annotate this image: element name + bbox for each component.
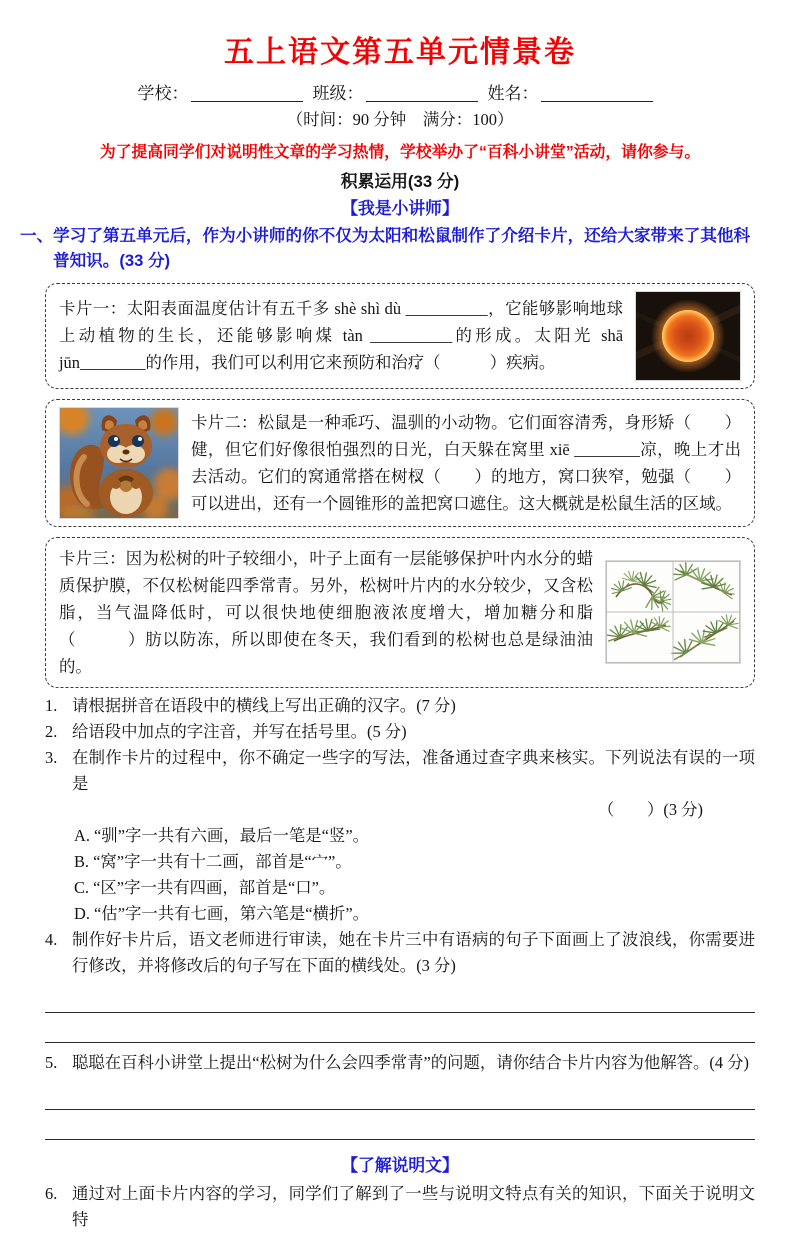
question-5-number: 5. <box>45 1052 58 1072</box>
question-3-option-c: C. “区”字一共有四画，部首是“口”。 <box>74 877 336 897</box>
question-3-option-d: D. “估”字一共有七画，第六笔是“横折”。 <box>74 903 369 923</box>
question-1-text: 请根据拼音在语段中的横线上写出正确的汉字。(7 分) <box>72 695 456 715</box>
question-1 <box>45 693 755 719</box>
question-3-option-b: B. “窝”字一共有十二画，部首是“宀”。 <box>74 851 352 871</box>
answer-line <box>45 1013 755 1043</box>
question-5-answer-area <box>45 1080 755 1140</box>
section-title: 积累运用(33 分) <box>340 171 460 191</box>
question-3-body <box>72 745 755 927</box>
question-4-answer-area <box>45 983 755 1043</box>
card-sun <box>45 283 755 389</box>
question-6-text: 通过对上面卡片内容的学习，同学们了解到了一些与说明文特点有关的知识，下面关于说明文特 <box>72 1183 755 1229</box>
card-squirrel-text: 卡片二：松鼠是一种乖巧、温驯的小动物。它们面容清秀，身形矫（ ）健，但它们好像很怕强烈的日光，白天躲在窝里 xiē ________凉，晚上才出去活动。它们的窝通常搭在树杈（ ）的地方，窝口狭窄，勉强（ ）可以进出，还有一个圆锥形的盖把窝口遮住。这大概就是松鼠生活的区域。 <box>191 412 742 513</box>
page-title: 五上语文第五单元情景卷 <box>224 36 576 69</box>
pine-branch-photos <box>605 560 741 664</box>
time-score-line: （时间：90 分钟 满分：100） <box>286 109 514 129</box>
question-3-text: 在制作卡片的过程中，你不确定一些字的写法，准备通过查字典来核实。下列说法有误的一项是 <box>72 747 755 793</box>
question-4-text: 制作好卡片后，语文老师进行审读，她在卡片三中有语病的句子下面画上了波浪线，你需要进行修改，并将修改后的句子写在下面的横线处。(3 分) <box>72 929 755 975</box>
question-one-intro: 一、学习了第五单元后，作为小讲师的你不仅为太阳和松鼠制作了介绍卡片，还给大家带来了其他科普知识。(33 分) <box>20 225 751 270</box>
question-3-answer-slot: （ ）(3 分) <box>597 799 703 819</box>
name-label: 姓名： <box>487 83 539 103</box>
question-4 <box>45 927 755 979</box>
question-4-number: 4. <box>45 929 58 949</box>
sun-photo <box>635 291 741 381</box>
question-1-number: 1. <box>45 695 58 715</box>
school-blank-line <box>191 82 303 102</box>
card-pine <box>45 537 755 688</box>
question-6 <box>45 1181 755 1233</box>
banner-little-lecturer: 【我是小讲师】 <box>341 198 459 218</box>
class-blank-line <box>366 82 478 102</box>
card-pine-text: 卡片三：因为松树的叶子较细小，叶子上面有一层能够保护叶内水分的蜡质保护膜，不仅松树能四季常青。另外，松树叶片内的水分较少，又含松脂，当气温降低时，可以很快地使细胞液浓度增大，增加糖分和脂（ ）肪以防冻，所以即使在冬天，我们看到的松树也总是绿油油的。 <box>59 548 593 676</box>
question-list <box>45 693 755 1233</box>
question-2-text: 给语段中加点的字注音，并写在括号里。(5 分) <box>72 721 407 741</box>
name-blank-line <box>541 82 653 102</box>
question-3-option-a: A. “驯”字一共有六画，最后一笔是“竖”。 <box>74 825 369 845</box>
card-sun-text: 卡片一：太阳表面温度估计有五千多 shè shì dù __________，它能够影响地球上动植物的生长，还能够影响煤 tàn __________的形成。太阳光 shā jūn________的作用，我们可以利用它来预防和治疗（ ）疾病。 <box>59 299 623 372</box>
question-2-number: 2. <box>45 721 58 741</box>
question-5 <box>45 1050 755 1076</box>
answer-line <box>45 983 755 1013</box>
school-label: 学校： <box>137 83 189 103</box>
question-2 <box>45 719 755 745</box>
question-3 <box>45 745 755 927</box>
activity-notice: 为了提高同学们对说明性文章的学习热情，学校举办了“百科小讲堂”活动，请你参与。 <box>99 143 701 161</box>
card-squirrel <box>45 399 755 527</box>
answer-line <box>45 1080 755 1110</box>
squirrel-photo <box>59 407 179 519</box>
banner-expository-text: 【了解说明文】 <box>341 1155 459 1175</box>
answer-line <box>45 1110 755 1140</box>
question-6-number: 6. <box>45 1183 58 1203</box>
student-info-row <box>45 79 755 104</box>
question-5-text: 聪聪在百科小讲堂上提出“松树为什么会四季常青”的问题，请你结合卡片内容为他解答。(4 分) <box>72 1052 749 1072</box>
question-3-number: 3. <box>45 747 58 767</box>
class-label: 班级： <box>312 83 364 103</box>
